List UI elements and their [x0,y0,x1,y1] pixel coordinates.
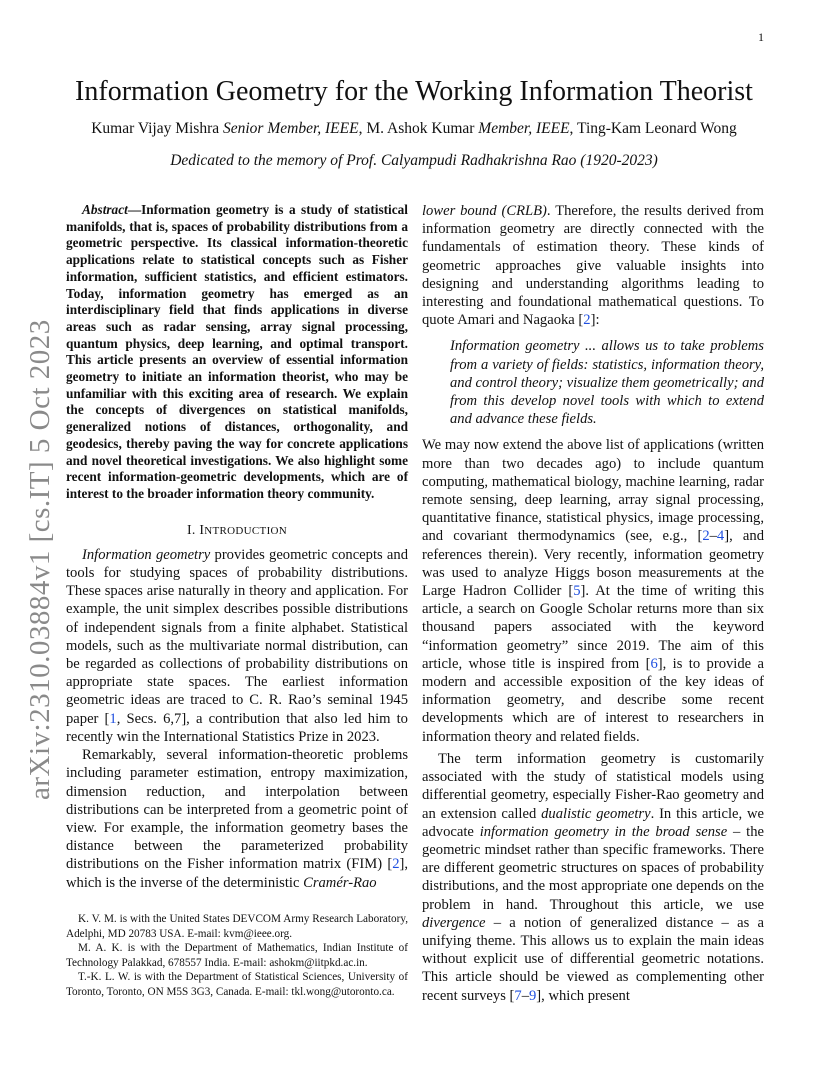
section-title-initial: I [199,521,205,537]
abstract-label: Abstract [82,202,128,217]
body-paragraph [422,202,764,329]
left-column [66,202,408,892]
right-column [422,202,764,1005]
paragraph-text: ]. At the time of writing this article, a search on Google Scholar returns more than six thousand papers associated with the keyword “information geometry” since 2019. The aim of this article, whose title is inspired from [ [422,583,764,672]
author-membership: Senior Member, IEEE [223,120,359,137]
citation-link[interactable]: 9 [528,987,537,1004]
paragraph-text: ], which is the inverse of the deterministic [66,856,408,891]
paragraph-text: We may now extend the above list of applications (written more than two decades ago) to include quantum computing, mathematical biology, machine learning, radar remote sensing, deep learning, array signal processing, quantitative finance, statistical physics, image processing, and covariant thermodynamics (see, e.g., [ [422,437,764,545]
author-membership: Member, IEEE [478,120,570,137]
body-paragraph [422,750,764,1005]
emphasis-text: dualistic geometry [541,805,651,822]
paragraph-text: ], and references therein). Very recently, information geometry was used to analyze Higgs boson measurements at the Large Hadron Collider [ [422,528,764,600]
author-name: Ting-Kam Leonard Wong [577,120,737,137]
citation-link[interactable]: 7 [514,987,522,1004]
paragraph-text: Remarkably, several information-theoretic problems including parameter estimation, entropy maximization, dimension reduction, and interpolation between distributions can be interpreted from a geometric point of view. For example, the information geometry bases the distance between the parameterized probability distributions on the Fisher information matrix (FIM) [ [66,747,408,873]
footnotes [66,912,408,1000]
arxiv-identifier-stamp[interactable]: arXiv:2310.03884v1 [cs.IT] 5 Oct 2023 [24,319,56,800]
section-number: I. [186,521,200,537]
abstract-text: —Information geometry is a study of statistical manifolds, that is, spaces of probability distributions from a geometric perspective. Its classical information-theoretic applications relate to statistical concepts such as Fisher information, sufficient statistics, and efficient estimators. Today, information geometry has emerged as an interdisciplinary field that finds applications in diverse areas such as radar sensing, array signal processing, quantum physics, deep learning, and optimal transport. This article presents an overview of essential information geometry to initiate an information theorist, who may be unfamiliar with this exciting area of research. We explain the concepts of divergences on statistical manifolds, generalized notions of distances, orthogonality, and geodesics, thereby paving the way for concrete applications and novel theoretical investigations. We also highlight some recent information-geometric developments, which are of interest to the broader information theory community. [66,202,408,501]
paragraph-text: ], is to provide a modern and accessible exposition of the key ideas of information geometry, and describe some recent developments which are of interest to researchers in information theory and related fields. [422,655,764,745]
emphasis-text: divergence [422,914,486,931]
body-paragraph [66,546,408,746]
body-paragraph [66,746,408,892]
citation-link[interactable]: 6 [650,655,658,672]
citation-link[interactable]: 5 [573,583,581,600]
emphasis-text: lower bound (CRLB) [422,203,547,219]
author-name: Kumar Vijay Mishra [91,120,220,137]
section-title-rest: NTRODUCTION [204,524,288,537]
footnote: M. A. K. is with the Department of Mathematics, Indian Institute of Technology Palakkad, 678557 India. E-mail: ashokm@iitpkd.ac.in. [66,942,408,969]
paragraph-text: . Therefore, the results derived from information geometry are directly connected with the fundamentals of estimation theory. These kinds of geometric approaches give valuable insights into designing and understanding algorithms leading to interesting and foundational mathematical questions. To quote Amari and Nagaoka [ [422,203,764,329]
citation-range-dash: – [521,987,529,1004]
paragraph-text: ], which present [536,987,630,1004]
citation-range-dash: – [709,528,717,545]
paragraph-text: – a notion of generalized distance – as a unifying theme. This allows us to explain the main ideas without explicit use of differential geometric notations. This article should be viewed as complementing other recent surveys [ [422,914,764,1004]
author-line: Kumar Vijay Mishra Senior Member, IEEE, M. Ashok Kumar Member, IEEE, Ting-Kam Leonard Wong [91,120,737,137]
footnote: K. V. M. is with the United States DEVCOM Army Research Laboratory, Adelphi, MD 20783 USA. E-mail: kvm@ieee.org. [66,913,408,940]
paragraph-text: provides geometric concepts and tools for studying spaces of probability distributions. These spaces arise naturally in theory and application. For example, the unit simplex describes possible distributions of independent signals from a finite alphabet. Statistical models, such as the multivariate normal distribution, can be regarded as collections of probability distributions on appropriate state spaces. The earliest information geometric ideas are traced to C. R. Rao’s seminal 1945 paper [ [66,546,408,727]
paper-title: Information Geometry for the Working Information Theorist [75,76,753,107]
citation-link[interactable]: 2 [392,856,400,873]
author-name: M. Ashok Kumar [366,120,475,137]
block-quote: Information geometry ... allows us to take problems from a variety of fields: statistics, information theory, and control theory; visualize them geometrically; and from this develop novel tools with which to extend and advance these fields. [450,338,764,428]
footnote: T.-K. L. W. is with the Department of Statistical Sciences, University of Toronto, Toronto, ON M5S 3G3, Canada. E-mail: tkl.wong@utoronto.ca. [66,971,408,998]
abstract [66,202,408,503]
citation-link[interactable]: 4 [716,528,725,545]
emphasis-text: Information geometry [82,546,211,563]
body-paragraph [422,436,764,745]
emphasis-text: Cramér-Rao [303,874,377,891]
paragraph-text: – the geometric mindset rather than specific frameworks. There are different geometric structures on spaces of probability distributions, and the most appropriate one depends on the problem in hand. Throughout this article, we use [422,823,764,913]
citation-link[interactable]: 1 [109,710,117,727]
paragraph-text: ]: [590,312,600,329]
paragraph-text: , Secs. 6,7], a contribution that also led him to recently win the International Statistics Prize in 2023. [66,710,408,745]
paragraph-text: . In this article, we advocate [422,805,765,840]
paragraph-text: The term information geometry is customarily associated with the study of statistical models using differential geometry, especially Fisher-Rao geometry and an extension called [422,750,764,822]
dedication: Dedicated to the memory of Prof. Calyampudi Radhakrishna Rao (1920-2023) [170,152,658,169]
citation-link[interactable]: 2 [702,528,710,545]
citation-link[interactable]: 2 [583,312,591,329]
page-number: 1 [758,30,764,44]
emphasis-text: information geometry in the broad sense [479,823,728,840]
section-heading-introduction [66,521,408,540]
